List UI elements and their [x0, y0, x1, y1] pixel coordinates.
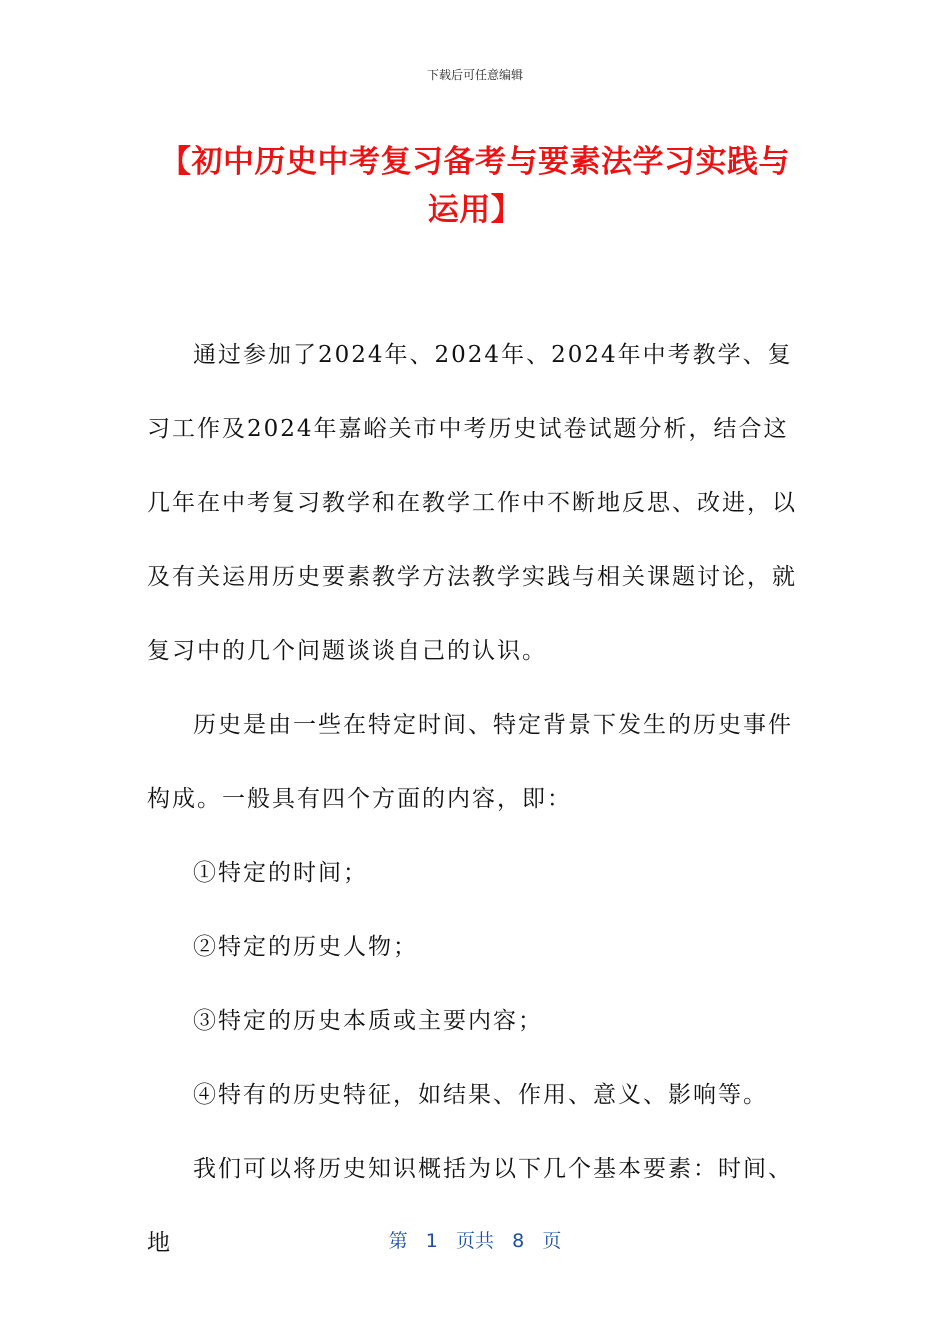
footer-total-pages: 8 [512, 1230, 525, 1252]
list-item: ②特定的历史人物； [193, 934, 418, 960]
paragraph: 通过参加了2024年、2024年、2024年中考教学、复习工作及2024年嘉峪关市中考历史试卷试题分析，结合这几年在中考复习教学和在教学工作中不断地反思、改进，以及有关运用历史要素教学方法教学实践与相关课题讨论，就复习中的几个问题谈谈自己的认识。 [147, 342, 797, 664]
footer-suffix: 页 [542, 1230, 562, 1252]
paragraph: 我们可以将历史知识概括为以下几个基本要素：时间、地 [147, 1156, 793, 1256]
footer-current-page: 1 [425, 1230, 438, 1252]
page-footer [0, 1226, 950, 1253]
list-item: ③特定的历史本质或主要内容； [193, 1008, 543, 1034]
footer-prefix: 第 [388, 1230, 408, 1252]
paragraph: 历史是由一些在特定时间、特定背景下发生的历史事件构成。一般具有四个方面的内容，即： [147, 712, 793, 812]
document-body [147, 318, 802, 1280]
list-item: ④特有的历史特征，如结果、作用、意义、影响等。 [193, 1082, 768, 1108]
document-title: 【初中历史中考复习备考与要素法学习实践与运用】 [160, 144, 790, 228]
footer-middle: 页共 [455, 1230, 494, 1252]
list-item: ①特定的时间； [193, 860, 368, 886]
header-note: 下载后可任意编辑 [426, 68, 523, 82]
